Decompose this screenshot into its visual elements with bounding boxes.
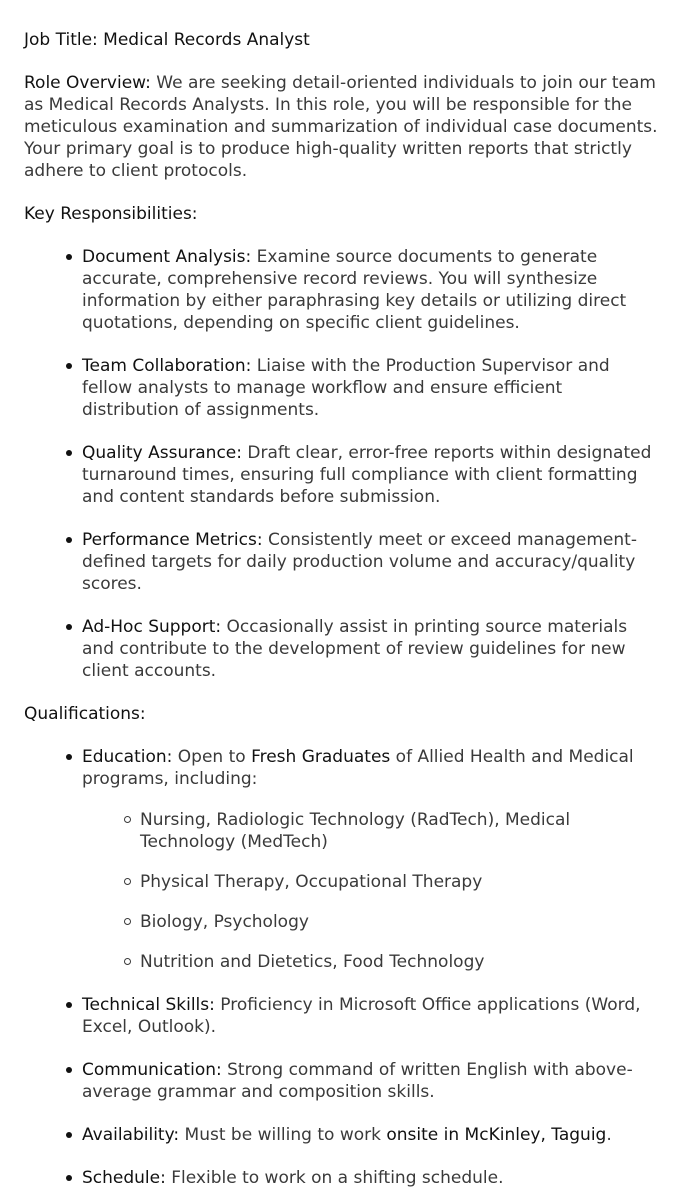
list-item bbox=[82, 355, 659, 421]
item-text: Strong command of written English with above-average grammar and composition skills. bbox=[82, 1060, 633, 1102]
role-overview bbox=[24, 72, 659, 182]
program-item: Physical Therapy, Occupational Therapy bbox=[140, 871, 659, 893]
program-item: Nutrition and Dietetics, Food Technology bbox=[140, 951, 659, 973]
job-title: Job Title: Medical Records Analyst bbox=[24, 30, 310, 50]
item-text: . bbox=[606, 1125, 612, 1145]
item-label: Communication: bbox=[82, 1060, 222, 1080]
item-text: Occasionally assist in printing source materials and contribute to the development of review guidelines for new client accounts. bbox=[82, 617, 628, 681]
list-item-communication bbox=[82, 1059, 659, 1103]
role-overview-text: We are seeking detail-oriented individuals to join our team as Medical Records Analysts. In this role, you will be responsible for the meticulous examination and summarization of individual case documents. Your primary goal is to produce high-quality written reports that strictly adhere to client protocols. bbox=[24, 73, 658, 181]
item-text: Open to bbox=[172, 747, 252, 767]
item-text: Proficiency in Microsoft Office applications (Word, Excel, Outlook). bbox=[82, 995, 641, 1037]
item-label: Quality Assurance: bbox=[82, 443, 242, 463]
responsibilities-list bbox=[24, 246, 659, 682]
item-label: Schedule: bbox=[82, 1168, 166, 1188]
item-text: Examine source documents to generate accurate, comprehensive record reviews. You will synthesize information by either paraphrasing key details or utilizing direct quotations, depending on specific client guidelines. bbox=[82, 247, 627, 333]
item-label: Performance Metrics: bbox=[82, 530, 263, 550]
fresh-graduates-highlight: Fresh Graduates bbox=[251, 747, 391, 767]
programs-list bbox=[82, 809, 659, 973]
list-item-availability bbox=[82, 1124, 659, 1146]
list-item-schedule bbox=[82, 1167, 659, 1189]
list-item bbox=[82, 529, 659, 595]
item-text: of Allied Health and Medical programs, including: bbox=[82, 747, 634, 789]
list-item bbox=[82, 246, 659, 334]
qualifications-heading: Qualifications: bbox=[24, 704, 146, 724]
item-label: Education: bbox=[82, 747, 173, 767]
item-text: Liaise with the Production Supervisor and fellow analysts to manage workflow and ensure efficient distribution of assignments. bbox=[82, 356, 610, 420]
item-text: Draft clear, error-free reports within designated turnaround times, ensuring full compliance with client formatting and content standards before submission. bbox=[82, 443, 652, 507]
item-label: Team Collaboration: bbox=[82, 356, 252, 376]
item-label: Ad-Hoc Support: bbox=[82, 617, 222, 637]
list-item-education bbox=[82, 746, 659, 973]
responsibilities-heading: Key Responsibilities: bbox=[24, 204, 198, 224]
list-item-technical bbox=[82, 994, 659, 1038]
item-label: Technical Skills: bbox=[82, 995, 215, 1015]
location-highlight: onsite in McKinley, Taguig bbox=[386, 1125, 607, 1145]
item-label: Availability: bbox=[82, 1125, 180, 1145]
item-label: Document Analysis: bbox=[82, 247, 252, 267]
program-item: Nursing, Radiologic Technology (RadTech), Medical Technology (MedTech) bbox=[140, 809, 659, 853]
role-overview-label: Role Overview: bbox=[24, 73, 151, 93]
item-text: Flexible to work on a shifting schedule. bbox=[165, 1168, 504, 1188]
list-item bbox=[82, 616, 659, 682]
program-item: Biology, Psychology bbox=[140, 911, 659, 933]
qualifications-list bbox=[24, 746, 659, 1189]
item-text: Must be willing to work bbox=[179, 1125, 387, 1145]
item-text: Consistently meet or exceed management-defined targets for daily production volume and accuracy/quality scores. bbox=[82, 530, 637, 594]
list-item bbox=[82, 442, 659, 508]
